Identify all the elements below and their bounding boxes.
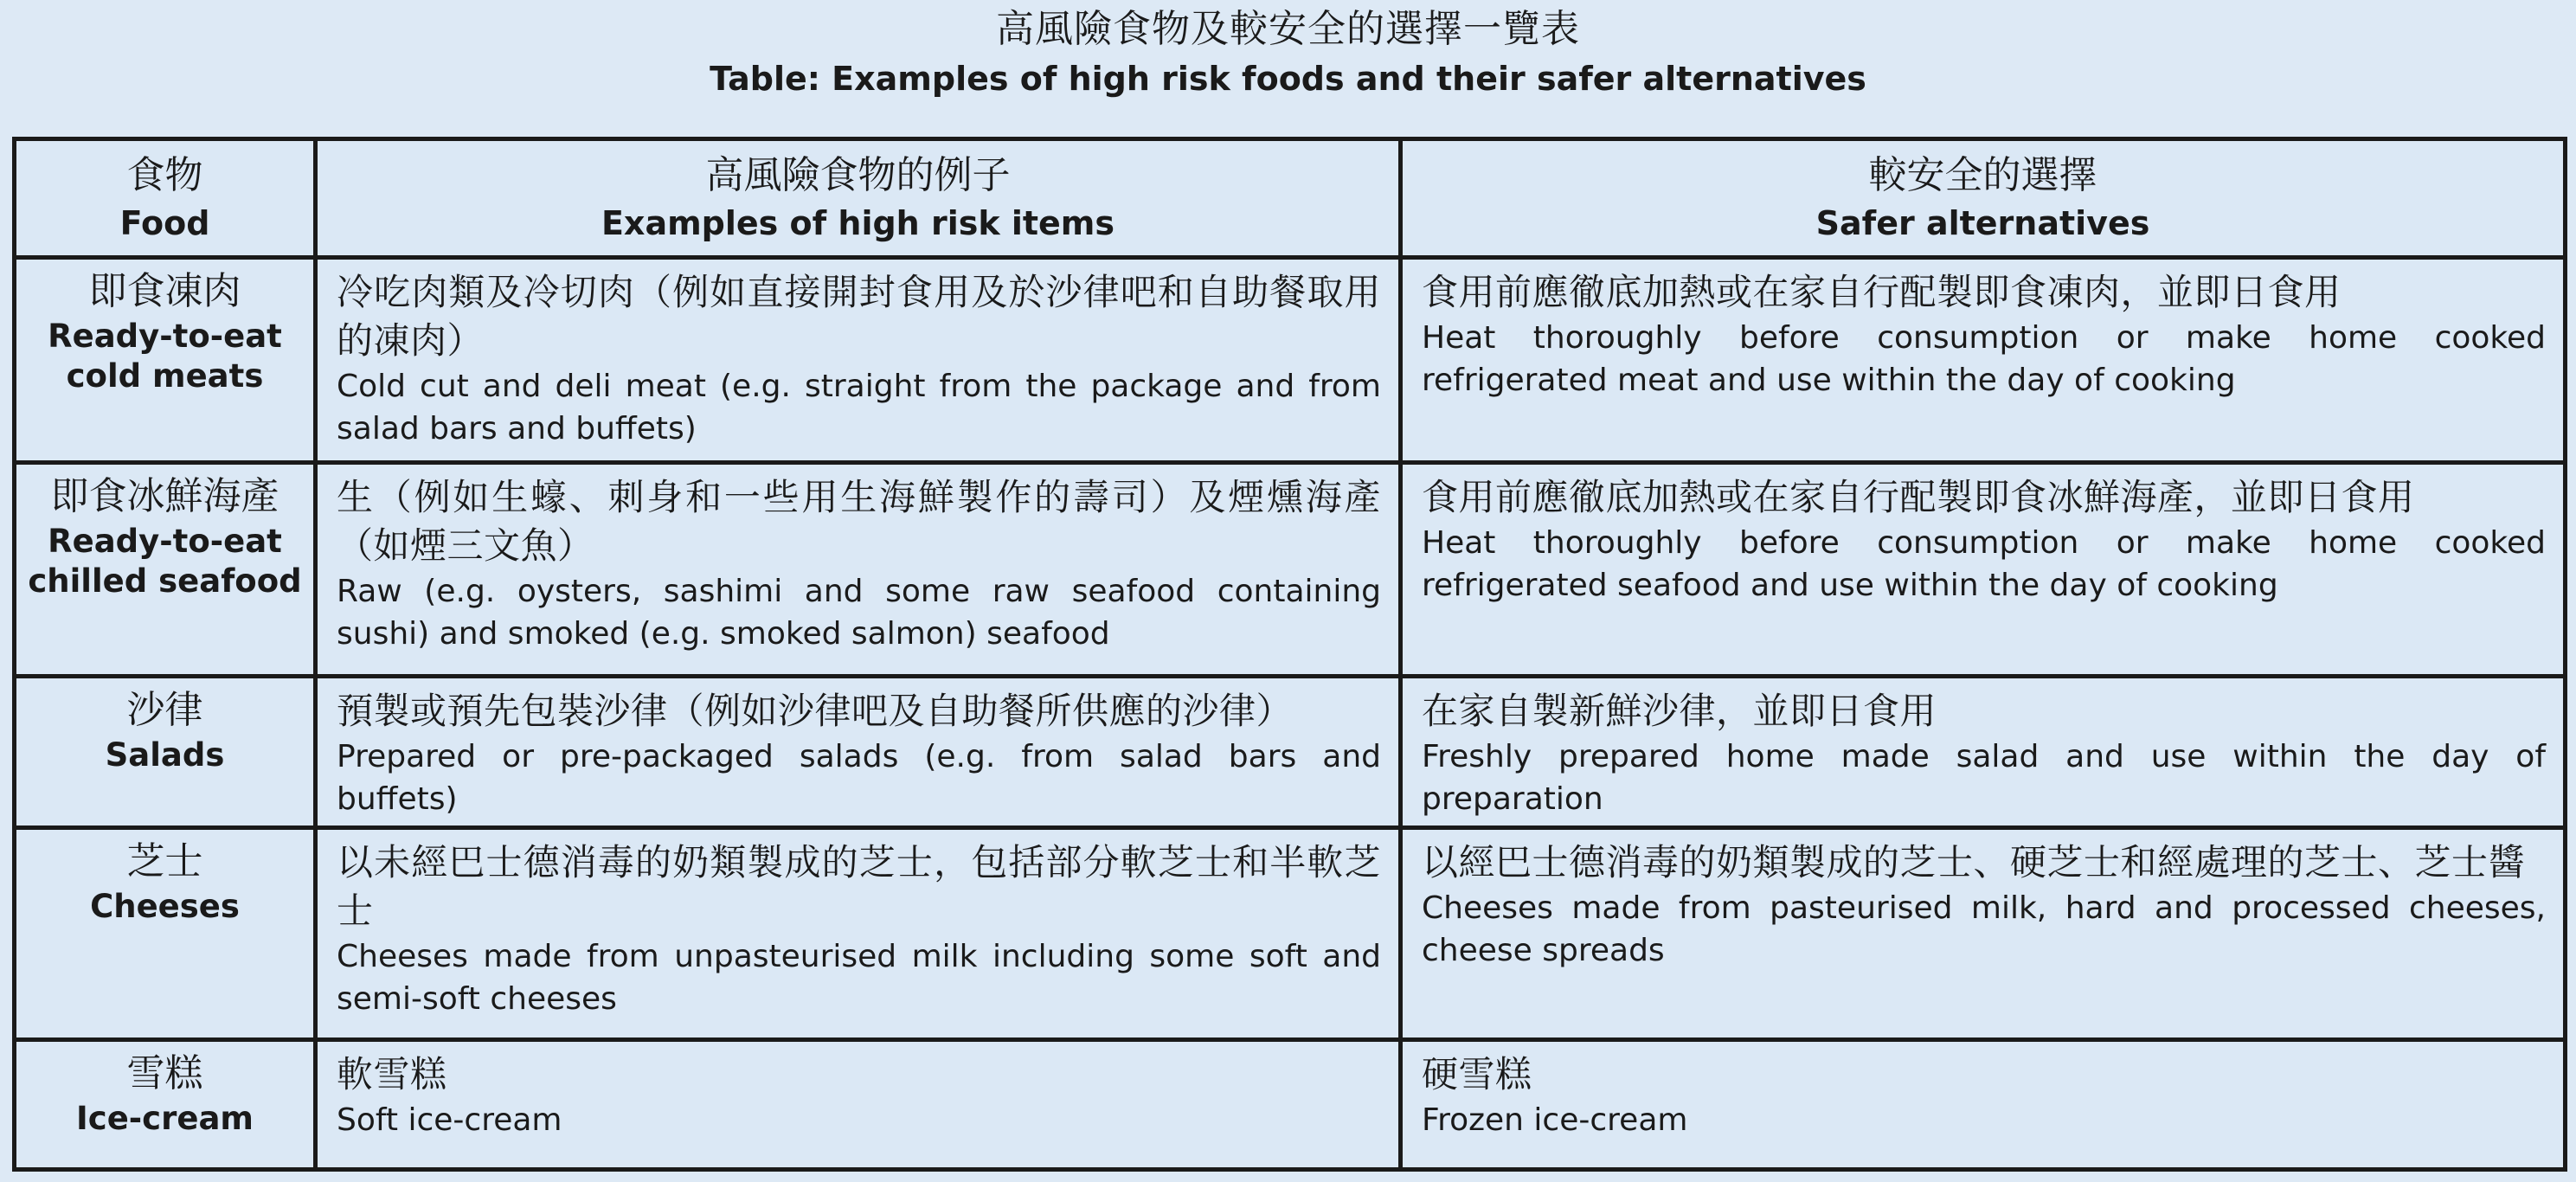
title-chinese: 高風險食物及較安全的選擇一覽表 xyxy=(996,7,1580,51)
high-risk-cell: 冷吃肉類及冷切肉（例如直接開封食用及於沙律吧和自助餐取用的凍肉） Cold cut and deli meat (e.g. straight from the package and from salad bars and buffets) xyxy=(316,258,1401,463)
page-title xyxy=(0,0,2576,130)
high-risk-cell: 軟雪糕 Soft ice-cream xyxy=(316,1039,1401,1169)
safer-cell: 在家自製新鮮沙律，並即日食用 Freshly prepared home made salad and use within the day of preparation xyxy=(1401,676,2566,827)
food-cell: 即食冰鮮海產 Ready-to-eat chilled seafood xyxy=(15,462,316,676)
table-row xyxy=(15,676,2566,827)
safer-cell: 以經巴士德消毒的奶類製成的芝士、硬芝士和經處理的芝士、芝士醬 Cheeses made from pasteurised milk, hard and processed cheeses, cheese spreads xyxy=(1401,827,2566,1039)
table-row xyxy=(15,462,2566,676)
food-cell: 芝士 Cheeses xyxy=(15,827,316,1039)
safer-cell: 硬雪糕 Frozen ice-cream xyxy=(1401,1039,2566,1169)
food-risk-table xyxy=(12,137,2567,1172)
title-english: Table: Examples of high risk foods and their safer alternatives xyxy=(710,60,1866,98)
safer-cell: 食用前應徹底加熱或在家自行配製即食冰鮮海產，並即日食用 Heat thoroughly before consumption or make home cooked refrigerated seafood and use within the day of cooking xyxy=(1401,462,2566,676)
table-row xyxy=(15,827,2566,1039)
table-row xyxy=(15,258,2566,463)
high-risk-cell: 以未經巴士德消毒的奶類製成的芝士，包括部分軟芝士和半軟芝士 Cheeses made from unpasteurised milk including some soft and semi-soft cheeses xyxy=(316,827,1401,1039)
high-risk-cell: 預製或預先包裝沙律（例如沙律吧及自助餐所供應的沙律） Prepared or pre-packaged salads (e.g. from salad bars and buffets) xyxy=(316,676,1401,827)
high-risk-cell: 生（例如生蠔、刺身和一些用生海鮮製作的壽司）及煙燻海產（如煙三文魚） Raw (e.g. oysters, sashimi and some raw seafood containing sushi) and smoked (e.g. smoked salmon) seafood xyxy=(316,462,1401,676)
safer-cell: 食用前應徹底加熱或在家自行配製即食凍肉，並即日食用 Heat thoroughly before consumption or make home cooked refrigerated meat and use within the day of cooking xyxy=(1401,258,2566,463)
header-safer: 較安全的選擇 Safer alternatives xyxy=(1401,139,2566,258)
table-header-row xyxy=(15,139,2566,258)
table-row xyxy=(15,1039,2566,1169)
food-cell: 即食凍肉 Ready-to-eat cold meats xyxy=(15,258,316,463)
food-cell: 雪糕 Ice-cream xyxy=(15,1039,316,1169)
header-food: 食物 Food xyxy=(15,139,316,258)
header-high-risk: 高風險食物的例子 Examples of high risk items xyxy=(316,139,1401,258)
food-cell: 沙律 Salads xyxy=(15,676,316,827)
